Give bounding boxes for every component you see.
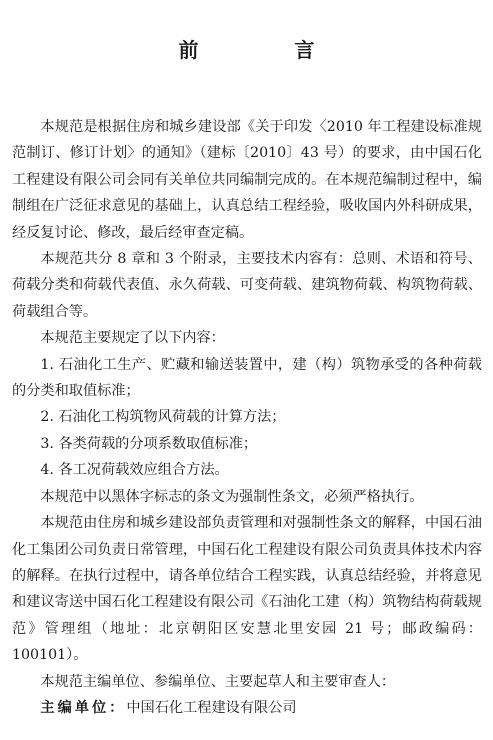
paragraph-contents: 本规范共分 8 章和 3 个附录，主要技术内容有：总则、术语和符号、荷载分类和荷载代表值、永久荷载、可变荷载、建筑物荷载、构筑物荷载、荷载组合等。 <box>12 251 482 320</box>
paragraph-mandatory: 本规范中以黑体字标志的条文为强制性条文，必须严格执行。 <box>40 488 424 505</box>
paragraph-main-provisions: 本规范主要规定了以下内容： <box>40 330 225 347</box>
document-body <box>12 114 482 721</box>
chief-unit-label: 主编单位： <box>40 699 127 716</box>
page-title: 前 言 <box>178 38 353 62</box>
paragraph-management: 本规范由住房和城乡建设部负责管理和对强制性条文的解释，中国石油化工集团公司负责日常管理，中国石化工程建设有限公司负责具体技术内容的解释。在执行过程中，请各单位结合工程实践，认真总结经验，并将意见和建议寄送中国石化工程建设有限公司《石油化工建（构）筑物结构荷载规范》管理组（地址：北京朝阳区安慧北里安园 21 号；邮政编码：100101）。 <box>12 515 482 664</box>
chief-unit-value: 中国石化工程建设有限公司 <box>126 699 297 716</box>
list-item: 1. 石油化工生产、贮藏和输送装置中，建（构）筑物承受的各种荷载的分类和取值标准； <box>12 356 482 400</box>
paragraph-units-intro: 本规范主编单位、参编单位、主要起草人和主要审查人： <box>40 673 396 690</box>
list-item: 2. 石油化工构筑物风荷载的计算方法； <box>40 409 286 426</box>
paragraph-basis: 本规范是根据住房和城乡建设部《关于印发〈2010 年工程建设标准规范制订、修订计划〉的通知》（建标〔2010〕43 号）的要求，由中国石化工程建设有限公司会同有关单位共同编制完成的。在本规范编制过程中，编制组在广泛征求意见的基础上，认真总结工程经验，吸收国内外科研成果，经反复讨论、修改，最后经审查定稿。 <box>12 119 482 241</box>
list-item: 3. 各类荷载的分项系数取值标准； <box>40 435 258 452</box>
chief-unit-line <box>12 695 482 721</box>
list-item: 4. 各工况荷载效应组合方法。 <box>40 462 229 479</box>
